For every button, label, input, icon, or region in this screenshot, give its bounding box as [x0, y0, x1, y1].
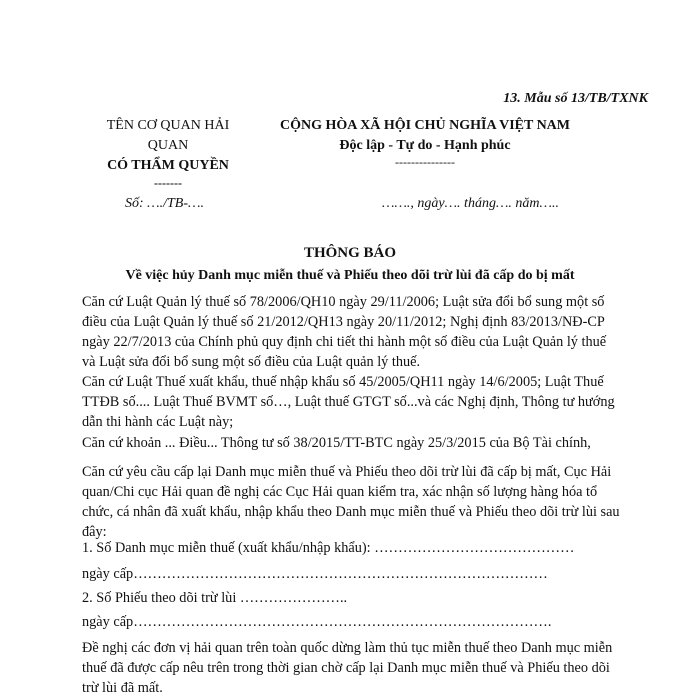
agency-name-line1: TÊN CƠ QUAN HẢI: [106, 118, 230, 133]
motto-divider: ---------------: [395, 155, 455, 169]
country-name: CỘNG HÒA XÃ HỘI CHỦ NGHĨA VIỆT NAM: [279, 118, 570, 133]
agency-name-line2: QUAN: [147, 138, 189, 153]
item-issue-date-2: ngày cấp…………………………………………………………………………….: [82, 614, 552, 630]
paragraph-legal-basis-1: Căn cứ Luật Quản lý thuế số 78/2006/QH10 ngày 29/11/2006; Luật sửa đổi bổ sung một số điều của Luật Quản lý thuế số 21/2012/QH13 ngày 20/11/2012; Nghị định 83/2013/NĐ-CP ngày 22/7/2013 của Chính phủ quy định chi tiết thi hành một số điều của Luật Quản lý thuế và Luật sửa đổi bổ sung một số điều của Luật quản lý thuế.: [82, 294, 607, 370]
document-subtitle: Về việc hủy Danh mục miễn thuế và Phiếu theo dõi trừ lùi đã cấp do bị mất: [125, 268, 575, 283]
document-title: THÔNG BÁO: [303, 245, 397, 261]
document-number: Số: …./TB-….: [125, 196, 204, 211]
national-header: [265, 116, 585, 168]
national-motto: Độc lập - Tự do - Hạnh phúc: [339, 138, 511, 153]
paragraph-legal-basis-3: Căn cứ khoản ... Điều... Thông tư số 38/2015/TT-BTC ngày 25/3/2015 của Bộ Tài chính,: [82, 435, 591, 451]
paragraph-proposal: Đề nghị các đơn vị hải quan trên toàn quốc dừng làm thủ tục miễn thuế theo Danh mục miễn thuế đã được cấp nêu trên trong thời gian chờ cấp lại Danh mục miễn thuế và Phiếu theo dõi trừ lùi đã mất.: [82, 640, 613, 696]
agency-divider: -------: [154, 176, 182, 190]
paragraph-legal-basis-2: Căn cứ Luật Thuế xuất khẩu, thuế nhập khẩu số 45/2005/QH11 ngày 14/6/2005; Luật Thuế TTĐB số.... Luật Thuế BVMT số…, Luật thuế GTGT số...và các Nghị định, Thông tư hướng dẫn thi hành các Luật này;: [82, 374, 615, 430]
agency-authority: CÓ THẨM QUYỀN: [107, 158, 229, 173]
agency-header: [92, 116, 244, 190]
item-issue-date-1: ngày cấp……………………………………………………………………………: [82, 566, 548, 582]
document-date: ……., ngày…. tháng…. năm…..: [382, 196, 559, 211]
form-number: 13. Mẫu số 13/TB/TXNK: [503, 91, 648, 106]
item-tax-exemption-list: 1. Số Danh mục miễn thuế (xuất khẩu/nhập khẩu): ……………………………………: [82, 540, 575, 556]
item-tracking-slip: 2. Số Phiếu theo dõi trừ lùi …………………..: [82, 590, 348, 606]
paragraph-request: Căn cứ yêu cầu cấp lại Danh mục miễn thuế và Phiếu theo dõi trừ lùi đã cấp bị mất, Cục Hải quan/Chi cục Hải quan đề nghị các Cục Hải quan kiểm tra, xác nhận số lượng hàng hóa tổ chức, cá nhân đã xuất khẩu, nhập khẩu theo Danh mục miễn thuế và Phiếu theo dõi trừ lùi sau đây:: [82, 464, 620, 540]
